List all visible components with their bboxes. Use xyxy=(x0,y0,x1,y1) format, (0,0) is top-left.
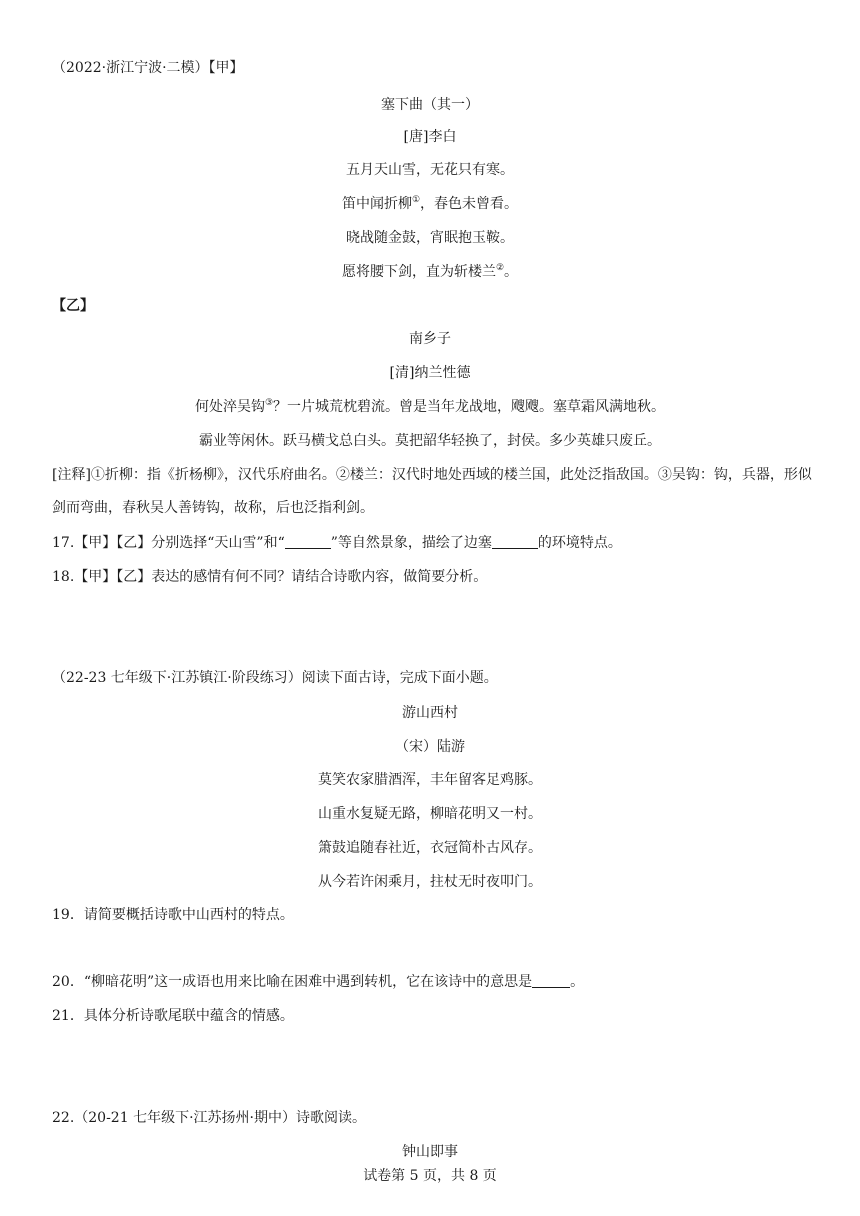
poem-b-line-1 xyxy=(0,397,860,417)
q20-blank[interactable] xyxy=(532,973,570,988)
poem-a-line-2 xyxy=(0,194,860,214)
question-19: 19．请简要概括诗歌中山西村的特点。 xyxy=(52,907,294,923)
poem-a-title: 塞下曲（其一） xyxy=(381,97,479,113)
question-17 xyxy=(52,533,622,553)
poem-c-line-4: 从今若许闲乘月，拄杖无时夜叩门。 xyxy=(318,874,542,890)
poem-b-line-2: 霸业等闲休。跃马横戈总白头。莫把韶华轻换了，封侯。多少英雄只废丘。 xyxy=(199,433,661,449)
q17-text-b: ”等自然景象，描绘了边塞 xyxy=(330,535,492,551)
poem-c-line-2: 山重水复疑无路，柳暗花明又一村。 xyxy=(318,806,542,822)
source-line-2: （22-23 七年级下·江苏镇江·阶段练习）阅读下面古诗，完成下面小题。 xyxy=(52,670,498,686)
poem-b-line-1-tail: ？一片城荒枕碧流。曾是当年龙战地，飕飕。塞草霜风满地秋。 xyxy=(273,399,666,415)
poem-b-author: [清]纳兰性德 xyxy=(389,365,471,381)
question-18 xyxy=(52,567,487,587)
q17-blank-2[interactable] xyxy=(492,534,538,549)
poem-a-line-4 xyxy=(0,262,860,282)
note-mark-2: ② xyxy=(495,263,505,273)
poem-a-line-2-text: 笛中闻折柳 xyxy=(341,196,412,212)
annotation: [注释]①折柳：指《折杨柳》，汉代乐府曲名。②楼兰：汉代时地处西域的楼兰国，此处泛指敌国。③吴钩：钩，兵器，形似剑而弯曲，春秋吴人善铸钩，故称，后也泛指利剑。 xyxy=(52,467,812,516)
q17-number: 17. xyxy=(52,535,75,551)
poem-a-line-1: 五月天山雪，无花只有寒。 xyxy=(346,162,514,178)
poem-c-line-3: 箫鼓追随春社近，衣冠简朴古风存。 xyxy=(318,840,542,856)
q17-text-a: 【甲】【乙】分别选择“天山雪”和“ xyxy=(74,535,285,551)
poem-a-line-3: 晓战随金鼓，宵眠抱玉鞍。 xyxy=(346,230,514,246)
marker-b: 【乙】 xyxy=(52,298,94,314)
note-mark-1: ① xyxy=(411,195,421,205)
poem-a-line-2-tail: ，春色未曾看。 xyxy=(420,196,519,212)
question-21: 21．具体分析诗歌尾联中蕴含的情感。 xyxy=(52,1008,294,1024)
q18-text: 【甲】【乙】表达的感情有何不同？请结合诗歌内容，做简要分析。 xyxy=(74,569,488,585)
q17-text-c: 的环境特点。 xyxy=(537,535,622,551)
page-footer: 试卷第 5 页，共 8 页 xyxy=(363,1168,497,1184)
q17-blank-1[interactable] xyxy=(285,534,331,549)
poem-c-title: 游山西村 xyxy=(402,705,458,721)
poem-c-author: （宋）陆游 xyxy=(395,739,465,755)
poem-a-line-4-text: 愿将腰下剑，直为斩楼兰 xyxy=(341,264,496,280)
poem-d-title: 钟山即事 xyxy=(402,1144,458,1160)
poem-b-line-1-head: 何处淬吴钩 xyxy=(194,399,265,415)
poem-c-line-1: 莫笑农家腊酒浑，丰年留客足鸡豚。 xyxy=(318,772,542,788)
q20-text-a: 20．“柳暗花明”这一成语也用来比喻在困难中遇到转机，它在该诗中的意思是 xyxy=(52,974,533,990)
q20-text-b: 。 xyxy=(570,974,585,990)
question-20 xyxy=(52,972,584,992)
poem-a-author: [唐]李白 xyxy=(403,129,457,145)
question-22: 22.（20-21 七年级下·江苏扬州·期中）诗歌阅读。 xyxy=(52,1110,366,1126)
poem-a-line-4-tail: 。 xyxy=(504,264,519,280)
note-mark-3: ③ xyxy=(264,398,274,408)
poem-b-title: 南乡子 xyxy=(409,331,451,347)
q18-number: 18. xyxy=(52,569,75,585)
source-line-1: （2022·浙江宁波·二模）【甲】 xyxy=(52,60,244,76)
